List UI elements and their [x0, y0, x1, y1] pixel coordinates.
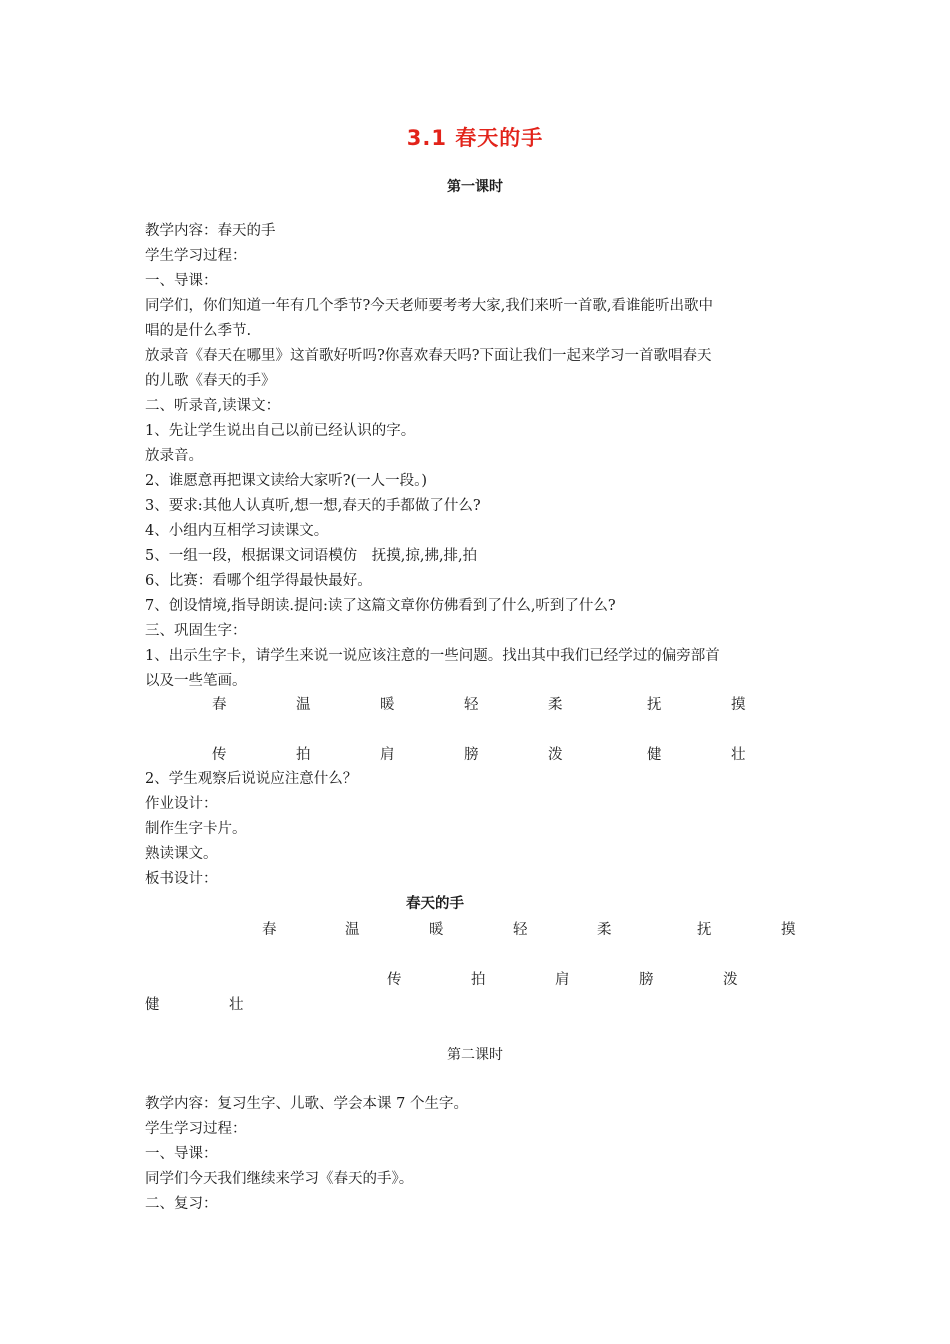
character: 肩 — [380, 747, 395, 763]
character: 壮 — [731, 747, 746, 763]
character: 膀 — [464, 747, 479, 763]
text-line: 1、出示生字卡，请学生来说一说应该注意的一些问题。找出其中我们已经学过的偏旁部首 — [145, 648, 720, 664]
text-line: 同学们今天我们继续来学习《春天的手》。 — [145, 1171, 414, 1187]
text-line: 教学内容：春天的手 — [145, 223, 276, 239]
character: 轻 — [513, 922, 528, 938]
character: 传 — [387, 972, 402, 988]
text-line: 7、创设情境,指导朗读.提问:读了这篇文章你仿佛看到了什么,听到了什么? — [145, 598, 616, 614]
character: 柔 — [548, 697, 563, 713]
text-line: 熟读课文。 — [145, 846, 218, 862]
character: 摸 — [731, 697, 746, 713]
character: 泼 — [548, 747, 563, 763]
text-line: 板书设计： — [145, 871, 218, 887]
text-line: 二、听录音,读课文： — [145, 398, 281, 414]
character: 健 — [145, 997, 160, 1013]
character: 传 — [212, 747, 227, 763]
lesson1-heading: 第一课时 — [447, 179, 503, 195]
text-line: 放录音。 — [145, 448, 203, 464]
text-line: 2、谁愿意再把课文读给大家听?(一人一段。) — [145, 473, 428, 489]
character: 健 — [647, 747, 662, 763]
character: 暖 — [429, 922, 444, 938]
character: 壮 — [229, 997, 244, 1013]
character-row-2 — [0, 743, 950, 768]
board-row-2 — [0, 968, 950, 993]
board-title: 春天的手 — [406, 896, 464, 912]
character: 温 — [296, 697, 311, 713]
text-line: 5、一组一段，根据课文词语模仿 抚摸,掠,拂,排,拍 — [145, 548, 478, 564]
character: 抚 — [647, 697, 662, 713]
character: 春 — [262, 922, 277, 938]
character: 温 — [345, 922, 360, 938]
character: 柔 — [597, 922, 612, 938]
character: 轻 — [464, 697, 479, 713]
lesson2-heading: 第二课时 — [447, 1047, 503, 1063]
text-line: 4、小组内互相学习读课文。 — [145, 523, 329, 539]
board-row-3 — [0, 993, 950, 1018]
text-line: 同学们，你们知道一年有几个季节?今天老师要考考大家,我们来听一首歌,看谁能听出歌中 — [145, 298, 713, 314]
character: 泼 — [723, 972, 738, 988]
text-line: 二、复习： — [145, 1196, 218, 1212]
character: 春 — [212, 697, 227, 713]
board-row-1 — [0, 918, 950, 943]
text-line: 教学内容：复习生字、儿歌、学会本课 7 个生字。 — [145, 1096, 468, 1112]
character-row-1 — [0, 693, 950, 718]
document-title: 3.1 春天的手 — [406, 126, 544, 150]
text-line: 一、导课： — [145, 1146, 218, 1162]
character: 拍 — [471, 972, 486, 988]
text-line: 一、导课： — [145, 273, 218, 289]
character: 暖 — [380, 697, 395, 713]
text-line: 制作生字卡片。 — [145, 821, 247, 837]
character: 抚 — [697, 922, 712, 938]
text-line: 1、先让学生说出自己以前已经认识的字。 — [145, 423, 416, 439]
text-line: 6、比赛：看哪个组学得最快最好。 — [145, 573, 372, 589]
text-line: 以及一些笔画。 — [145, 673, 247, 689]
lesson1-body — [145, 219, 815, 694]
lesson2-body — [145, 1092, 815, 1217]
text-line: 的儿歌《春天的手》 — [145, 373, 276, 389]
text-line: 作业设计： — [145, 796, 218, 812]
text-line: 三、巩固生字： — [145, 623, 247, 639]
text-line: 放录音《春天在哪里》这首歌好听吗?你喜欢春天吗?下面让我们一起来学习一首歌唱春天 — [145, 348, 712, 364]
character: 摸 — [781, 922, 796, 938]
lesson1-body-continued — [145, 767, 815, 892]
text-line: 唱的是什么季节. — [145, 323, 252, 339]
character: 拍 — [296, 747, 311, 763]
text-line: 3、要求:其他人认真听,想一想,春天的手都做了什么? — [145, 498, 481, 514]
text-line: 学生学习过程： — [145, 1121, 247, 1137]
character: 膀 — [639, 972, 654, 988]
text-line: 学生学习过程： — [145, 248, 247, 264]
character: 肩 — [555, 972, 570, 988]
text-line: 2、学生观察后说说应注意什么？ — [145, 771, 358, 787]
